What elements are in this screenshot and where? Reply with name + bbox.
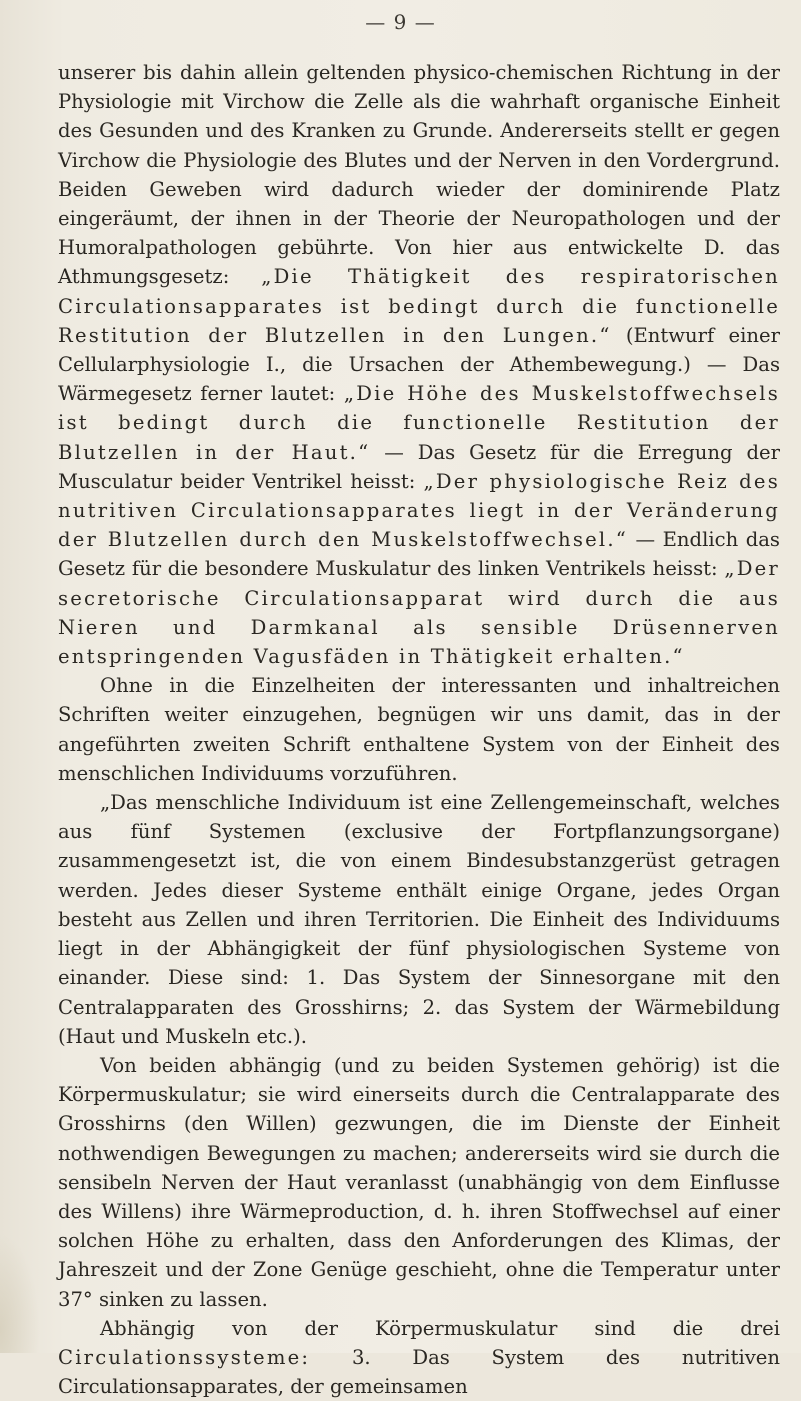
paragraph-1 [58,58,780,671]
spaced-quote-heat-law: „Die Höhe des Muskelstoffwechsels ist bedingt durch die functionelle Restitution der Blutzellen in der Haut.“ [58,382,781,464]
page-body [58,58,780,1401]
text-run: — Das Gesetz für die Erregung der Musculatur beider Ventrikel heisst: [58,440,780,493]
spaced-quote-respiration-law: „Die Thätigkeit des respiratorischen Circulationsapparates ist bedingt durch die functionelle Restitution der Blutzellen in den Lungen.“ [58,265,780,347]
page-number-header: — 9 — [365,10,436,34]
spaced-quote-ventricle-law: „Der physiologische Reiz des nutritiven Circulationsapparates liegt in der Veränderung der Blutzellen durch den Muskelstoffwechsel.“ [58,469,780,552]
paragraph-2: Ohne in die Einzelheiten der interessanten und inhaltreichen Schriften weiter einzugehen, begnügen wir uns damit, das in der angeführten zweiten Schrift enthaltene System von der Einheit des menschlichen Individuums vorzuführen. [58,674,780,785]
text-run: — Endlich das Gesetz für die besondere Muskulatur des linken Ventrikels heisst: [58,528,780,581]
text-run: 3. Das System des nutritiven Circulationsapparates, der gemeinsamen [58,1345,780,1399]
paper-stain [0,1233,40,1353]
text-run: (Entwurf einer Cellularphysiologie I., die Ursachen der Athembewegung.) — Das Wärmegesetz ferner lautet: [58,323,780,406]
paragraph-4: Von beiden abhängig (und zu beiden Systemen gehörig) ist die Körpermuskulatur; sie wird einerseits durch die Centralapparate des Grosshirns (den Willen) gezwungen, die im Dienste der Einheit nothwendigen Bewegungen zu machen; andererseits wird sie durch die sensibeln Nerven der Haut veranlasst (unabhängig von dem Einflusse des Willens) ihre Wärmeproduction, d. h. ihren Stoffwechsel auf einer solchen Höhe zu erhalten, dass den Anforderungen des Klimas, der Jahreszeit und der Zone Genüge geschieht, ohne die Temperatur unter 37° sinken zu lassen. [58,1053,780,1311]
spaced-quote-left-ventricle-law: „Der secretorische Circulationsapparat wird durch die aus Nieren und Darmkanal als sensible Drüsennerven entspringenden Vagusfäden in Thätigkeit erhalten.“ [58,557,780,669]
text-run: unserer bis dahin allein geltenden physico-chemischen Richtung in der Physiologie mit Virchow die Zelle als die wahrhaft organische Einheit des Gesunden und des Kranken zu Grunde. Andererseits stellt er gegen Virchow die Physiologie des Blutes und der Nerven in den Vordergrund. Beiden Geweben wird dadurch wieder der dominirende Platz eingeräumt, der ihnen in der Theorie der Neuropathologen und der Humoralpathologen gebührte. Von hier aus entwickelte D. das Athmungsgesetz: [58,61,780,289]
paragraph-3: „Das menschliche Individuum ist eine Zellengemeinschaft, welches aus fünf Systemen (exclusive der Fortpflanzungsorgane) zusammengesetzt ist, die von einem Bindesubstanzgerüst getragen werden. Jedes dieser Systeme enthält einige Organe, jedes Organ besteht aus Zellen und ihren Territorien. Die Einheit des Individuums liegt in der Abhängigkeit der fünf physiologischen Systeme von einander. Diese sind: 1. Das System der Sinnesorgane mit den Centralapparaten des Grosshirns; 2. das System der Wärmebildung (Haut und Muskeln etc.). [58,791,780,1048]
spaced-term: Circulationssysteme: [58,1345,311,1369]
text-run: Abhängig von der Körpermuskulatur sind die drei [100,1316,780,1340]
paragraph-5 [58,1314,780,1401]
